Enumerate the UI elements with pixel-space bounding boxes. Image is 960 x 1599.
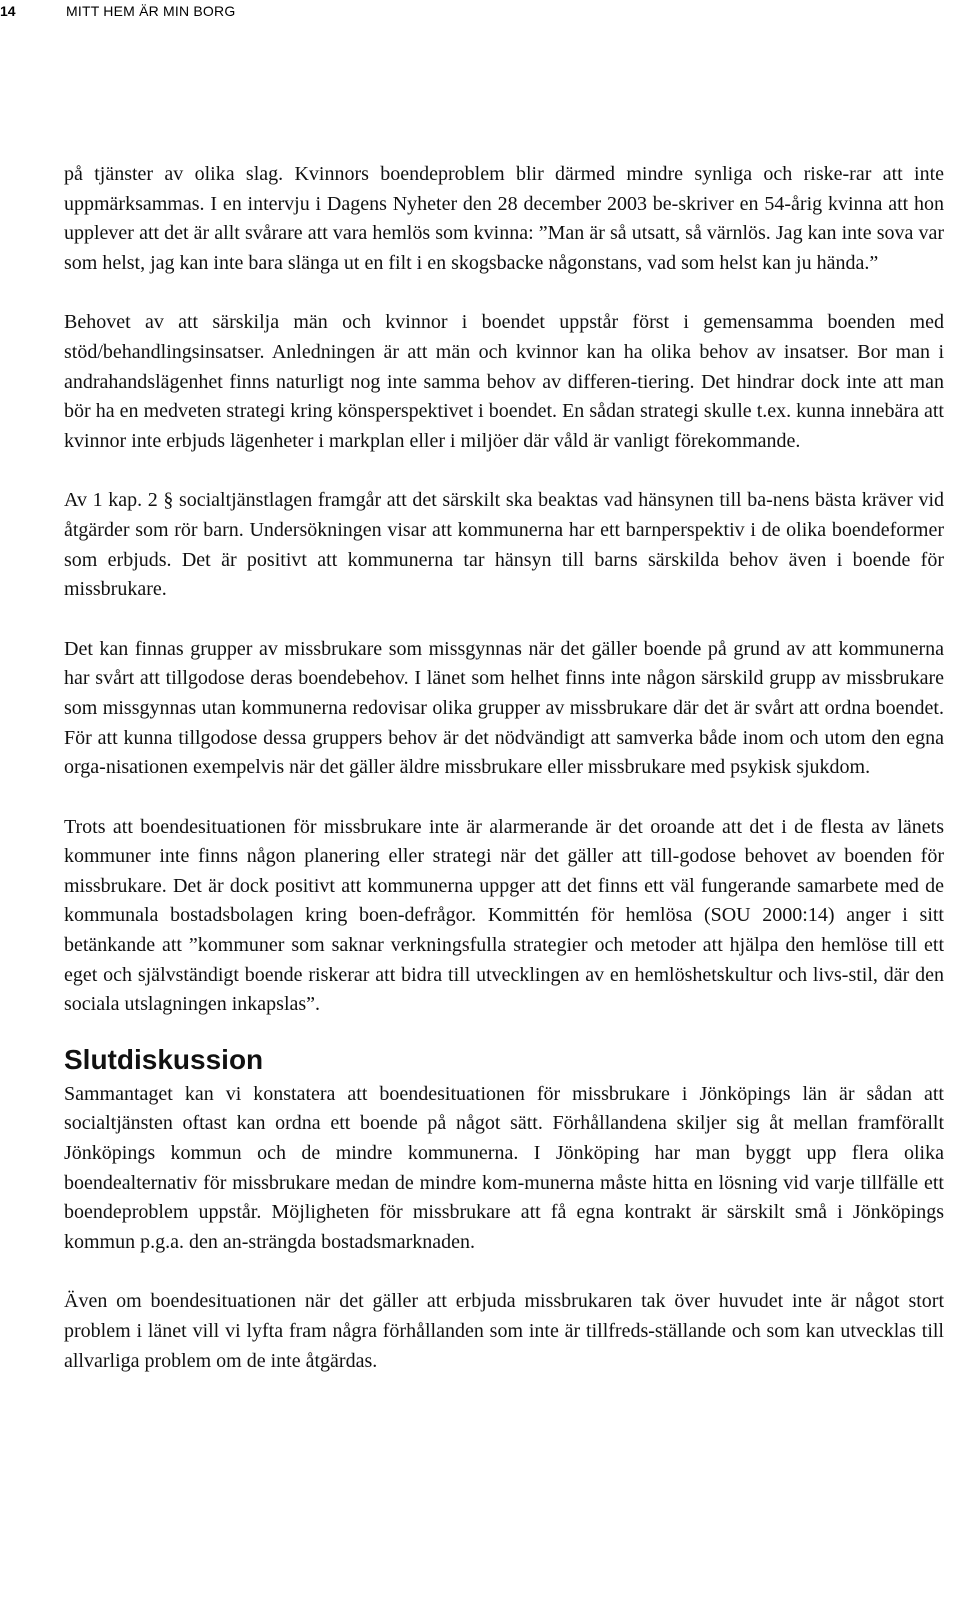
body-paragraph-1: på tjänster av olika slag. Kvinnors boendeproblem blir därmed mindre synliga och riske-rar att inte uppmärksammas. I en intervju i Dagens Nyheter den 28 december 2003 be-skriver en 54-årig kvinna att hon upplever att det är allt svårare att vara hemlös som kvinna: ”Man är så utsatt, så värnlös. Jag kan inte sova var som helst, jag kan inte bara slänga ut en filt i en skogsbacke någonstans, vad som helst kan ju hända.”	[64, 163, 944, 274]
section-heading: Slutdiskussion	[64, 1043, 264, 1075]
body-paragraph-5: Trots att boendesituationen för missbrukare inte är alarmerande är det oroande att det i de flesta av länets kommuner inte finns någon planering eller strategi när det gäller att till-godose behovet av boenden för missbrukare. Det är dock positivt att kommunerna uppger att det finns ett väl fungerande samarbete med de kommunala bostadsbolagen kring boen-defrågor. Kommittén för hemlösa (SOU 2000:14) anger i sitt betänkande att ”kommuner som saknar verkningsfulla strategier och metoder att hjälpa den hemlöse till ett eget och självständigt boende riskerar att bidra till utvecklingen av en hemlöshetskultur och livs-stil, där den sociala utslagningen inkapslas”.	[64, 815, 944, 1016]
body-paragraph-2: Behovet av att särskilja män och kvinnor i boendet uppstår först i gemensamma boenden med stöd/behandlingsinsatser. Anledningen är att män och kvinnor kan ha olika behov av insatser. Bor man i andrahandslägenhet finns naturligt nog inte samma behov av differen-tiering. Det hindrar dock inte att man bör ha en medveten strategi kring könsperspektivet i boendet. En sådan strategi skulle t.ex. kunna innebära att kvinnor inte erbjuds lägenheter i markplan eller i miljöer där våld är vanligt förekommande.	[64, 311, 944, 452]
body-paragraph-3: Av 1 kap. 2 § socialtjänstlagen framgår att det särskilt ska beaktas vad hänsynen till ba-nens bästa kräver vid åtgärder som rör barn. Undersökningen visar att kommunerna har ett barnperspektiv i de olika boendeformer som erbjuds. Det är positivt att kommunerna tar hänsyn till barns särskilda behov även i boende för missbrukare.	[64, 489, 944, 601]
page-number: 14	[0, 3, 16, 19]
section-paragraph-2: Även om boendesituationen när det gäller att erbjuda missbrukaren tak över huvudet inte är något stort problem i länet vill vi lyfta fram några förhållanden som inte är tillfreds-ställande och som kan utvecklas till allvarliga problem om de inte åtgärdas.	[64, 1290, 944, 1372]
page-body	[64, 160, 944, 1376]
running-title: MITT HEM ÄR MIN BORG	[66, 3, 236, 19]
page-header	[0, 0, 960, 22]
section-paragraph-1: Sammantaget kan vi konstatera att boendesituationen för missbrukare i Jönköpings län är sådan att socialtjänsten oftast kan ordna ett boende på något sätt. Förhållandena skiljer sig åt mellan framförallt Jönköpings kommun och de mindre kommunerna. I Jönköping har man byggt upp flera olika boendealternativ för missbrukare medan de mindre kom-munerna måste hitta en lösning vid varje tillfälle ett boendeproblem uppstår. Möjligheten för missbrukare att få egna kontrakt är särskilt små i Jönköpings kommun p.g.a. den an-strängda bostadsmarknaden.	[64, 1082, 944, 1253]
body-paragraph-4: Det kan finnas grupper av missbrukare som missgynnas när det gäller boende på grund av att kommunerna har svårt att tillgodose deras boendebehov. I länet som helhet finns inte någon särskild grupp av missbrukare som missgynnas utan kommunerna redovisar olika grupper av missbrukare där det är svårt att ordna boendet. För att kunna tillgodose dessa gruppers behov är det nödvändigt att samverka både inom och utom den egna orga-nisationen exempelvis när det gäller äldre missbrukare eller missbrukare med psykisk sjukdom.	[64, 637, 944, 779]
